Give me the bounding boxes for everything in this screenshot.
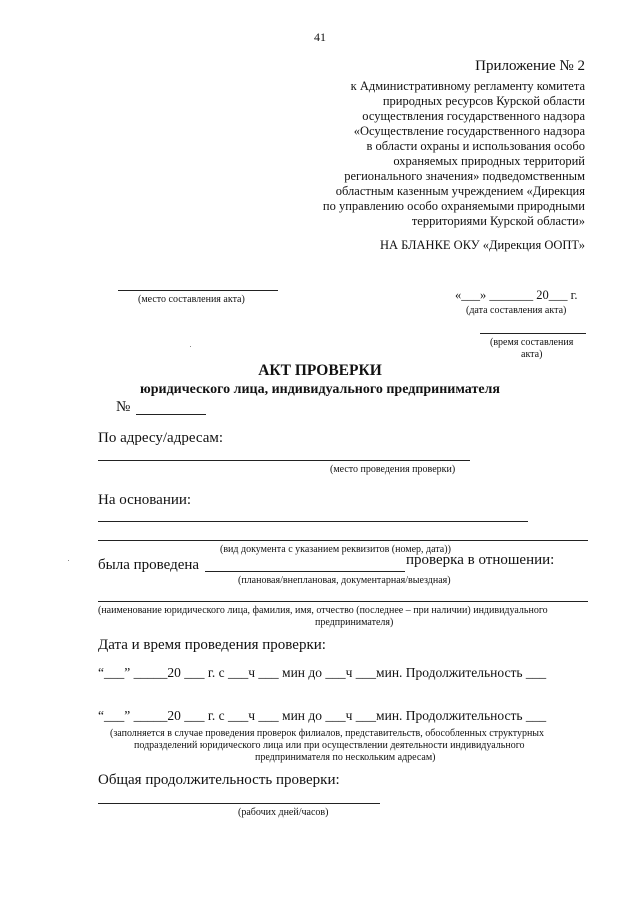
- place-caption: (место составления акта): [138, 294, 245, 305]
- datetime-row: “___” _____20 ___ г. с ___ч ___ мин до ___ч ___мин. Продолжительность ___: [98, 665, 547, 680]
- conducted-line: [205, 571, 405, 572]
- act-number-line: [136, 414, 206, 415]
- time-line: [480, 333, 586, 334]
- datetime-row: “___” _____20 ___ г. с ___ч ___ мин до ___ч ___мин. Продолжительность ___: [98, 708, 547, 723]
- entity-caption: предпринимателя): [315, 617, 394, 628]
- branches-note: подразделений юридического лица или при осуществлении деятельности индивидуального: [134, 740, 525, 751]
- datetime-label: Дата и время проведения проверки:: [98, 637, 326, 653]
- basis-line: [98, 521, 528, 522]
- act-subtitle: юридического лица, индивидуального предпринимателя: [140, 382, 500, 397]
- type-caption: (плановая/внеплановая, документарная/выездная): [238, 575, 451, 586]
- appendix-line: осуществления государственного надзора: [362, 109, 585, 123]
- total-line: [98, 803, 380, 804]
- conducted-label: была проведена: [98, 557, 200, 573]
- time-caption: акта): [521, 349, 543, 360]
- basis-label: На основании:: [98, 492, 192, 508]
- basis-line: [98, 540, 588, 541]
- page-number: 41: [314, 30, 326, 44]
- act-title: АКТ ПРОВЕРКИ: [258, 362, 382, 379]
- total-caption: (рабочих дней/часов): [238, 807, 329, 818]
- appendix-line: в области охраны и использования особо: [366, 139, 585, 153]
- appendix-title: Приложение № 2: [475, 58, 585, 74]
- address-line: [98, 460, 470, 461]
- act-number-label: №: [116, 399, 131, 415]
- appendix-line: природных ресурсов Курской области: [382, 94, 585, 108]
- appendix-line: территориями Курской области»: [411, 214, 585, 228]
- appendix-line: «Осуществление государственного надзора: [353, 124, 585, 138]
- conducted-suffix: проверка в отношении:: [406, 552, 555, 568]
- appendix-line: по управлению особо охраняемыми природными: [322, 199, 585, 213]
- scan-speck: [68, 560, 69, 561]
- appendix-line: охраняемых природных территорий: [393, 154, 585, 168]
- date-caption: (дата составления акта): [466, 305, 567, 316]
- total-label: Общая продолжительность проверки:: [98, 772, 340, 788]
- branches-note: (заполняется в случае проведения проверок филиалов, представительств, обособленных структурных: [110, 728, 545, 739]
- entity-line: [98, 601, 588, 602]
- place-line: [118, 290, 278, 291]
- branches-note: предпринимателя по нескольким адресам): [255, 752, 436, 763]
- date-line: «___» _______ 20___ г.: [455, 288, 578, 302]
- time-caption: (время составления: [490, 337, 574, 348]
- address-caption: (место проведения проверки): [330, 464, 456, 475]
- address-label: По адресу/адресам:: [98, 430, 224, 446]
- scan-speck: [190, 346, 191, 347]
- appendix-line: к Административному регламенту комитета: [350, 79, 585, 93]
- appendix-line: регионального значения» подведомственным: [344, 169, 585, 183]
- entity-caption: (наименование юридического лица, фамилия, имя, отчество (последнее – при наличии) индивидуального: [98, 605, 548, 616]
- appendix-line: областным казенным учреждением «Дирекция: [335, 184, 585, 198]
- basis-caption: (вид документа с указанием реквизитов (номер, дата)): [220, 544, 451, 555]
- blank-note: НА БЛАНКЕ ОКУ «Дирекция ООПТ»: [380, 238, 585, 252]
